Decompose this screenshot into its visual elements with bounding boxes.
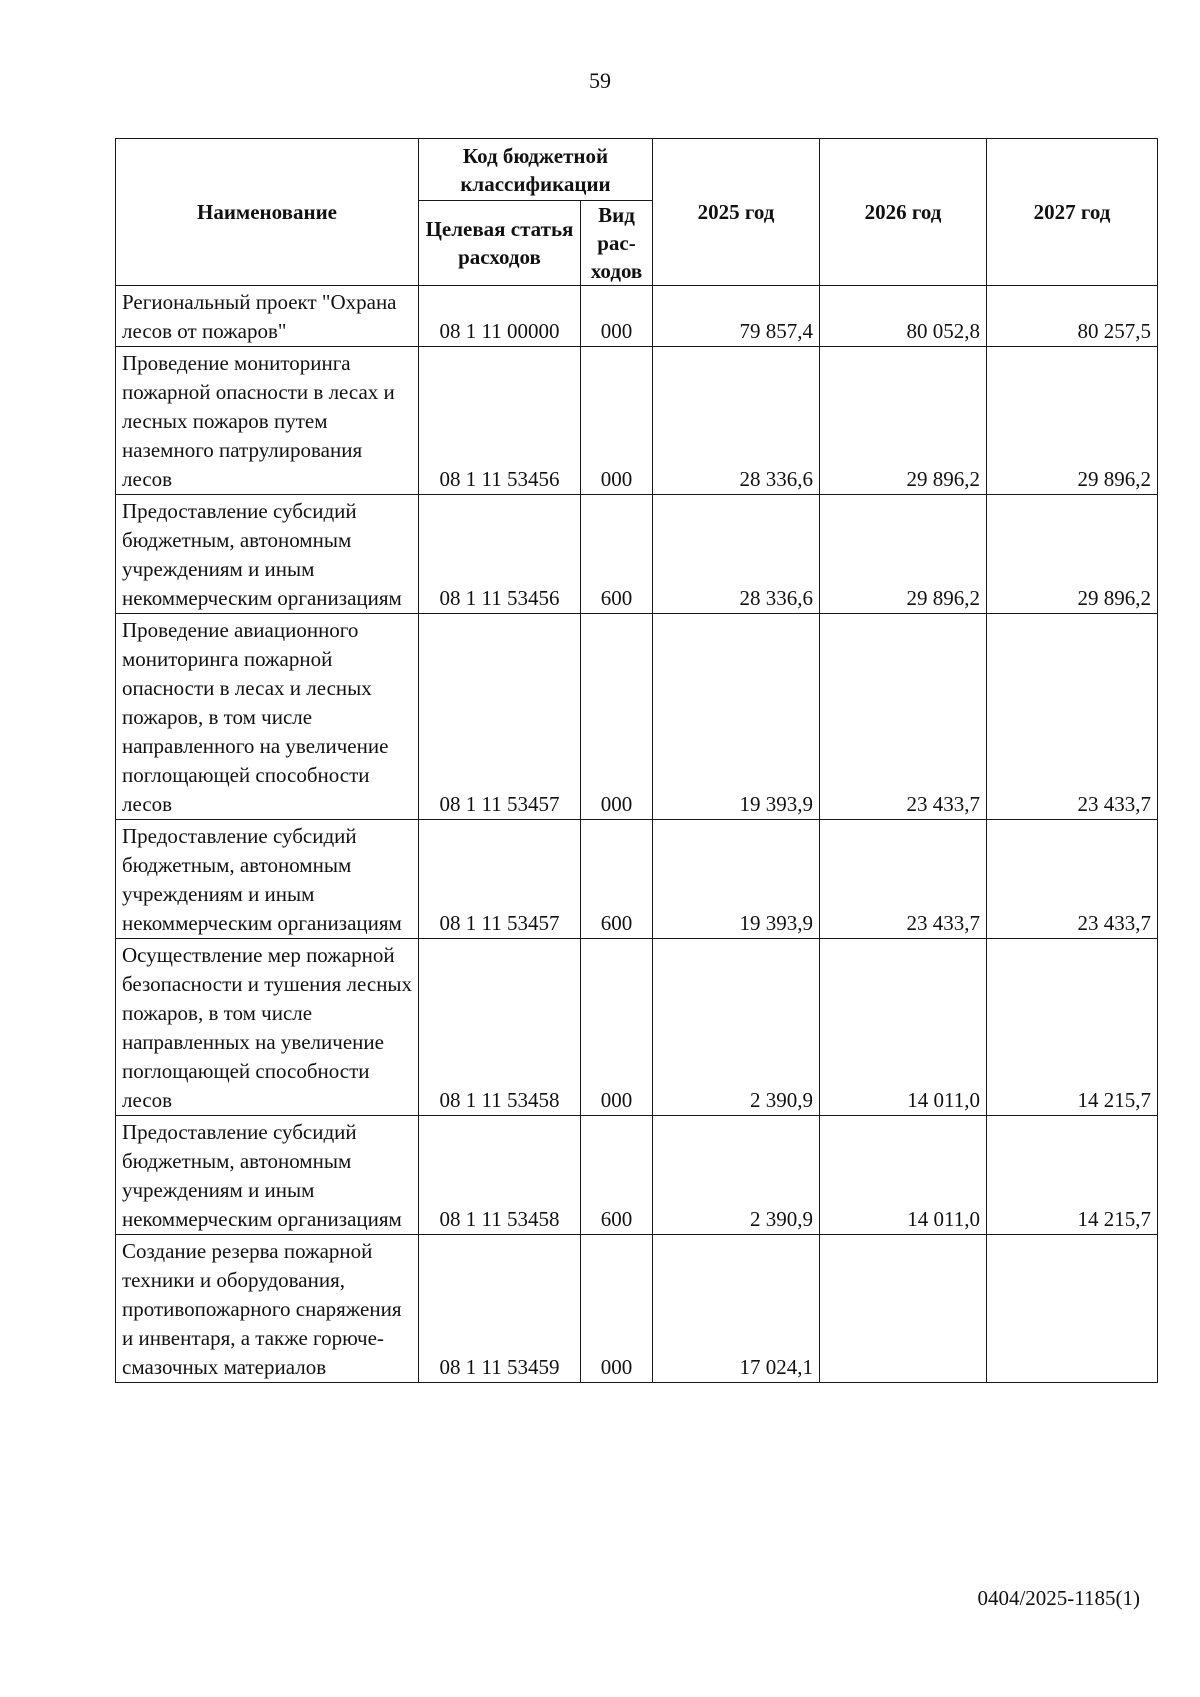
row-target-article: 08 1 11 53457 (419, 820, 581, 939)
row-amount-2027 (987, 1235, 1158, 1383)
row-target-article: 08 1 11 00000 (419, 286, 581, 347)
table-row (116, 820, 1158, 939)
row-amount-2026: 29 896,2 (820, 347, 987, 495)
table-row (116, 286, 1158, 347)
row-amount-2027: 29 896,2 (987, 347, 1158, 495)
row-name: Проведение мониторинга пожарной опасности в лесах и лесных пожаров путем наземного патрулирования лесов (116, 347, 419, 495)
page-number: 59 (589, 68, 611, 93)
row-amount-2025: 17 024,1 (653, 1235, 820, 1383)
row-name: Создание резерва пожарной техники и оборудования, противопожарного снаряжения и инвентаря, а также горюче-смазочных материалов (116, 1235, 419, 1383)
row-name: Предоставление субсидий бюджетным, автономным учреждениям и иным некоммерческим организациям (116, 820, 419, 939)
row-expense-type: 600 (581, 1116, 653, 1235)
row-target-article: 08 1 11 53457 (419, 614, 581, 820)
row-amount-2026: 29 896,2 (820, 495, 987, 614)
table-header (116, 139, 1158, 286)
row-amount-2026: 80 052,8 (820, 286, 987, 347)
row-amount-2027: 23 433,7 (987, 614, 1158, 820)
header-code-group: Код бюджетной классификации (419, 139, 653, 201)
row-name: Осуществление мер пожарной безопасности и тушения лесных пожаров, в том числе направленных на увеличение поглощающей способности лесов (116, 939, 419, 1116)
row-target-article: 08 1 11 53458 (419, 939, 581, 1116)
table-row (116, 614, 1158, 820)
header-year-2026: 2026 год (820, 139, 987, 286)
table-row (116, 347, 1158, 495)
row-name: Проведение авиационного мониторинга пожарной опасности в лесах и лесных пожаров, в том числе направленного на увеличение поглощающей способности лесов (116, 614, 419, 820)
table-row (116, 495, 1158, 614)
header-year-2027: 2027 год (987, 139, 1158, 286)
row-amount-2025: 28 336,6 (653, 347, 820, 495)
row-expense-type: 600 (581, 495, 653, 614)
row-amount-2027: 23 433,7 (987, 820, 1158, 939)
document-id: 0404/2025-1185(1) (977, 1586, 1140, 1610)
row-amount-2025: 2 390,9 (653, 1116, 820, 1235)
row-expense-type: 000 (581, 939, 653, 1116)
header-year-2025: 2025 год (653, 139, 820, 286)
row-expense-type: 000 (581, 347, 653, 495)
row-amount-2025: 28 336,6 (653, 495, 820, 614)
row-amount-2026: 23 433,7 (820, 614, 987, 820)
row-amount-2026: 14 011,0 (820, 939, 987, 1116)
row-amount-2025: 2 390,9 (653, 939, 820, 1116)
row-amount-2026: 23 433,7 (820, 820, 987, 939)
row-amount-2027: 14 215,7 (987, 939, 1158, 1116)
row-expense-type: 000 (581, 614, 653, 820)
header-target-article: Целевая статья расходов (419, 201, 581, 286)
budget-table (115, 138, 1158, 1383)
row-target-article: 08 1 11 53456 (419, 347, 581, 495)
row-amount-2025: 19 393,9 (653, 614, 820, 820)
row-amount-2025: 79 857,4 (653, 286, 820, 347)
row-target-article: 08 1 11 53456 (419, 495, 581, 614)
row-name: Предоставление субсидий бюджетным, автономным учреждениям и иным некоммерческим организациям (116, 1116, 419, 1235)
row-amount-2027: 14 215,7 (987, 1116, 1158, 1235)
row-expense-type: 000 (581, 1235, 653, 1383)
row-expense-type: 600 (581, 820, 653, 939)
row-amount-2025: 19 393,9 (653, 820, 820, 939)
table-row (116, 1116, 1158, 1235)
header-expense-type: Вид рас-ходов (581, 201, 653, 286)
header-name: Наименование (116, 139, 419, 286)
table-row (116, 1235, 1158, 1383)
row-target-article: 08 1 11 53458 (419, 1116, 581, 1235)
row-name: Предоставление субсидий бюджетным, автономным учреждениям и иным некоммерческим организациям (116, 495, 419, 614)
table-body (116, 286, 1158, 1383)
row-name: Региональный проект "Охрана лесов от пожаров" (116, 286, 419, 347)
row-expense-type: 000 (581, 286, 653, 347)
row-amount-2027: 80 257,5 (987, 286, 1158, 347)
row-amount-2027: 29 896,2 (987, 495, 1158, 614)
row-amount-2026: 14 011,0 (820, 1116, 987, 1235)
row-target-article: 08 1 11 53459 (419, 1235, 581, 1383)
row-amount-2026 (820, 1235, 987, 1383)
table-row (116, 939, 1158, 1116)
